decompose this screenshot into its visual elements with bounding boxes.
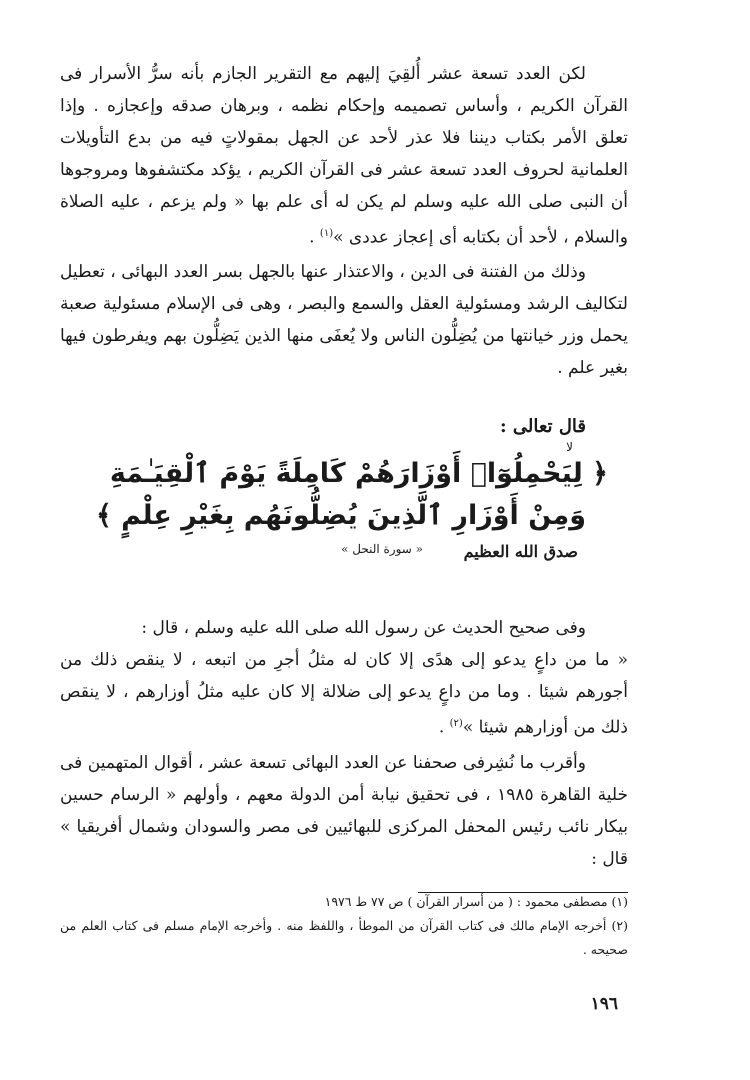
- page-number: ١٩٦: [590, 994, 618, 1014]
- paragraph-1: [60, 58, 628, 254]
- hadith-text: [60, 644, 628, 744]
- paragraph-1-text: لكن العدد تسعة عشر أُلقِيَ إليهم مع التقرير الجازم بأنه سرُّ الأسرار فى القرآن الكريم ، وأساس تصميمه وإحكام نظمه ، وبرهان صدقه وإعجازه . وإذا تعلق الأمر بكتاب ديننا فلا عذر لأحد عن الجهل بمقولاتٍ فيه من بدع التأويلات العلمانية لحروف العدد تسعة عشر فى القرآن الكريم ، يؤكد مكتشفوها ومروجوها أن النبى صلى الله عليه وسلم لم يكن له أى علم بها « ولم يزعم ، عليه الصلاة والسلام ، لأحد أن بكتابه أى إعجاز عددى »: [60, 64, 628, 248]
- footnote-ref-2[interactable]: (٢): [449, 717, 463, 729]
- book-page: [60, 58, 628, 1058]
- surah-name: « سورة النحل »: [341, 541, 423, 556]
- sadaq-allah: صدق الله العظيم: [463, 541, 578, 561]
- quran-intro: قال تعالى :: [499, 415, 586, 437]
- quran-verse-block: [60, 439, 628, 564]
- hadith-intro: وفى صحيح الحديث عن رسول الله صلى الله عليه وسلم ، قال :: [141, 617, 586, 638]
- footnote-2: (٢) أخرجه الإمام مالك فى كتاب القرآن من الموطأ ، واللفظ منه . وأخرجه الإمام مسلم فى كتاب العلم من صحيحه .: [60, 918, 628, 957]
- footnote-ref-1[interactable]: (١): [319, 228, 334, 239]
- quran-verse-line-1: ﴿ لِيَحْمِلُوٓا۟ أَوْزَارَهُمْ كَامِلَةً يَوْمَ ٱلْقِيَـٰمَةِ: [109, 457, 608, 489]
- paragraph-1-end: .: [309, 227, 320, 248]
- footnote-1: (١) مصطفى محمود : ( من أسرار القرآن ) ص ٧٧ ط ١٩٧٦: [324, 894, 628, 909]
- paragraph-2: وذلك من الفتنة فى الدين ، والاعتذار عنها بالجهل بسر العدد البهائى ، تعطيل لتكاليف الرشد ومسئولية العقل والسمع والبصر ، وهى فى الإسلام مسئولية صعبة يحمل وزر خيانتها من يُضِلُّون الناس ولا يُعفَى منها الذين يَضِلُّون بهم ويفرطون فيها بغير علم .: [60, 261, 628, 378]
- quran-verse-line-2: وَمِنْ أَوْزَارِ ٱلَّذِينَ يُضِلُّونَهُم بِغَيْرِ عِلْمٍ ﴾: [95, 499, 586, 531]
- footnotes: [60, 890, 628, 962]
- waqf-mark: لا: [566, 439, 573, 454]
- hadith-body: « ما من داعٍ يدعو إلى هدًى إلا كان له مثلُ أجرِ من اتبعه ، لا ينقص ذلك من أجورهم شيئا . وما من داعٍ يدعو إلى ضلالة إلا كان عليه مثلُ أوزارهم ، لا ينقص ذلك من أوزارهم شيئا »: [60, 649, 628, 738]
- paragraph-3: وأقرب ما نُشِرفى صحفنا عن العدد البهائى تسعة عشر ، أقوال المتهمين فى خلية القاهرة ١٩٨٥ ، فى تحقيق نيابة أمن الدولة معهم ، وأولهم « الرسام حسين بيكار نائب رئيس المحفل المركزى للبهائيين فى مصر والسودان وشمال أفريقيا » قال :: [60, 753, 628, 870]
- hadith-end: .: [438, 717, 450, 738]
